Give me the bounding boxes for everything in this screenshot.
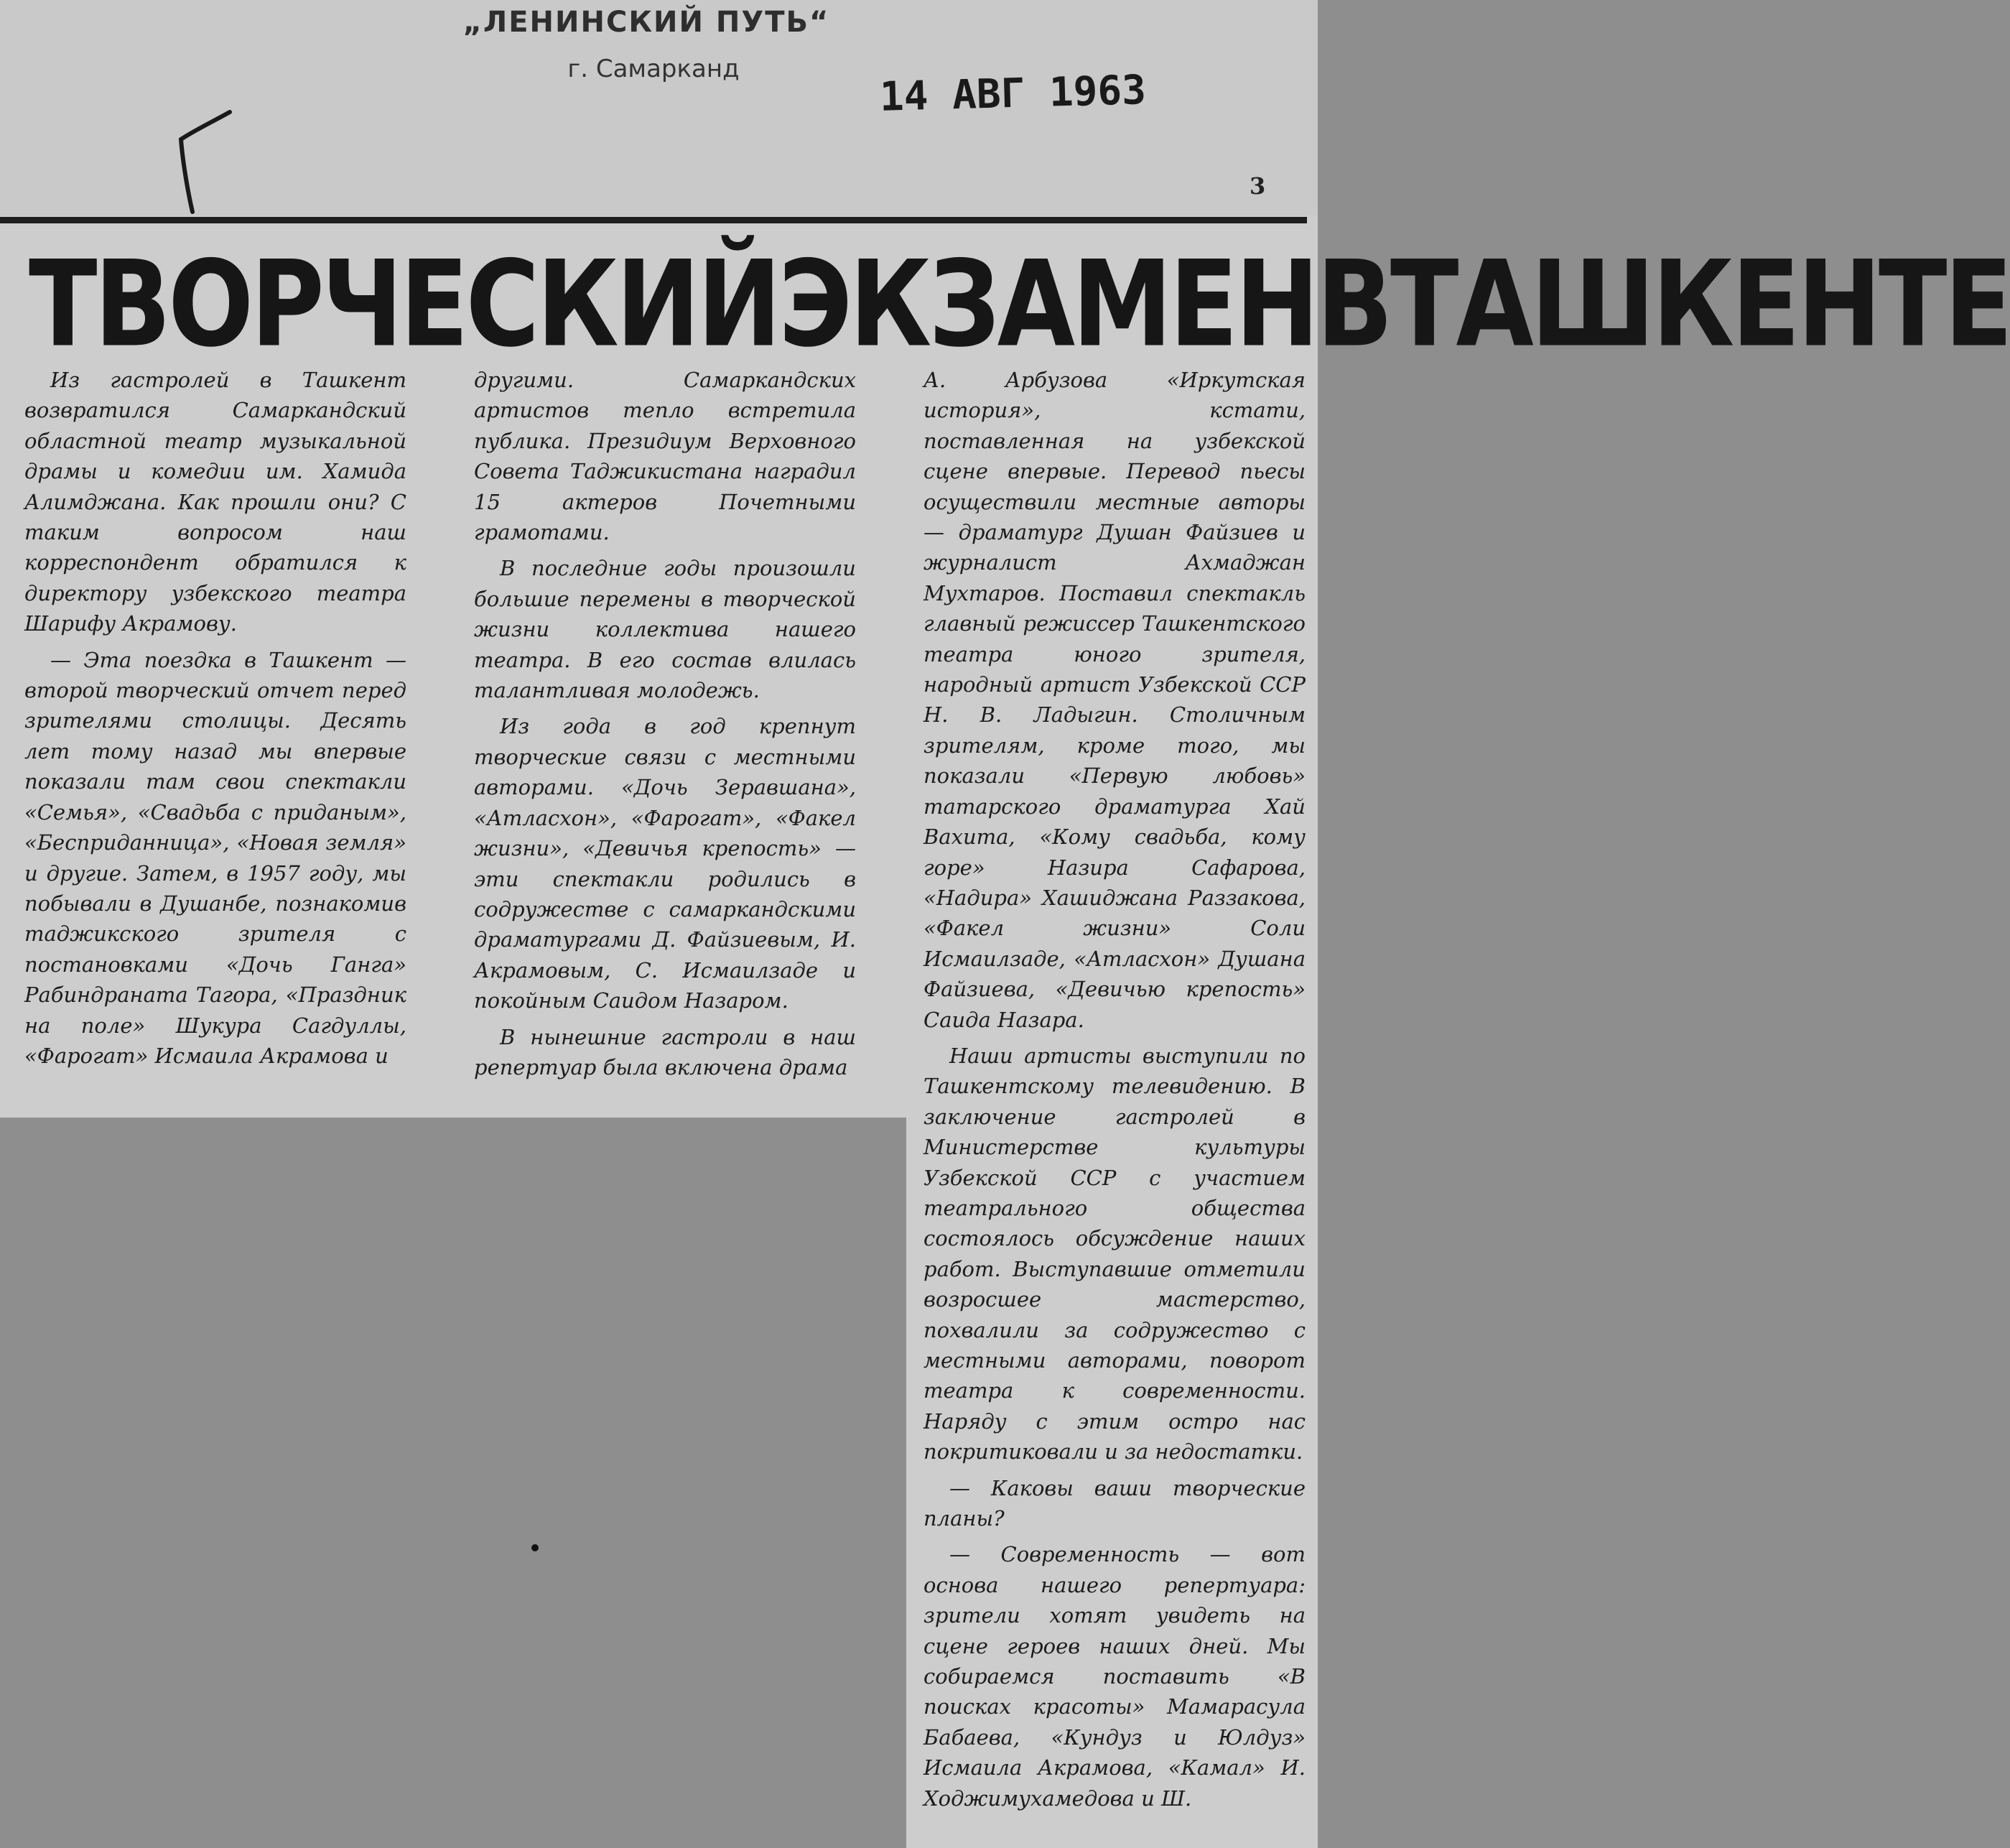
article-paragraph: Наши артисты выступили по Ташкентскому телевидению. В заключение гастролей в Министерстве культуры Узбекской ССР с участием театрального общества состоялось обсуждение наших работ. Выступавшие отметили возросшее мастерство, похвалили за содружество с местными авторами, поворот театра к современности. Наряду с этим остро нас покритиковали и за недостатки. xyxy=(923,1043,1306,1464)
article-paragraph: — Эта поездка в Ташкент — второй творческий отчет перед зрителями столицы. Десять лет тому назад мы впервые показали там свои спектакли «Семья», «Свадьба с приданым», «Бесприданница», «Новая земля» и другие. Затем, в 1957 году, мы побывали в Душанбе, познакомив таджикского зрителя с постановками «Дочь Ганга» Рабиндраната Тагора, «Праздник на поле» Шукура Сагдуллы, «Фарогат» Исмаила Акрамова и xyxy=(24,647,406,1068)
header-rule xyxy=(0,217,1307,223)
headline-word: ТАШКЕНТЕ xyxy=(1390,236,2010,374)
article-column-3 xyxy=(923,365,1306,1814)
date-stamp: 14 АВГ 1963 xyxy=(879,67,1147,121)
page-number: 3 xyxy=(1250,172,1266,200)
article-paragraph: В нынешние гастроли в наш репертуар была включена драма xyxy=(474,1024,856,1079)
newspaper-city: г. Самарканд xyxy=(567,55,740,83)
article-paragraph: Из года в год крепнут творческие связи с местными авторами. «Дочь Зеравшана», «Атласхон», «Фарогат», «Факел жизни», «Девичья крепость» — эти спектакли родились в содружестве с самаркандскими драматургами Д. Файзиевым, И. Акрамовым, С. Исмаилзаде и покойным Саидом Назаром. xyxy=(474,714,856,1013)
article-paragraph: Из гастролей в Ташкент возвратился Самаркандский областной театр музыкальной драмы и комедии им. Хамида Алимджана. Как прошли они? С таким вопросом наш корреспондент обратился к директору узбекского театра Шарифу Акрамову. xyxy=(24,368,406,636)
headline-word: ТВОРЧЕСКИЙ xyxy=(29,236,779,374)
article-headline xyxy=(29,236,2010,374)
article-paragraph: — Современность — вот основа нашего репертуара: зрители хотят увидеть на сцене героев наших дней. Мы собираемся поставить «В поисках красоты» Мамарасула Бабаева, «Кундуз и Юлдуз» Исмаила Акрамова, «Камал» И. Ходжимухамедова и Ш. xyxy=(923,1542,1306,1811)
article-paragraph: В последние годы произошли большие перемены в творческой жизни коллектива нашего театра. В его состав влилась талантливая молодежь. xyxy=(474,556,856,703)
article-column-2 xyxy=(474,365,856,1082)
article-column-1 xyxy=(24,365,406,1071)
headline-word: В xyxy=(1316,236,1390,374)
article-paragraph: — Каковы ваши творческие планы? xyxy=(923,1475,1306,1531)
newspaper-masthead: „ЛЕНИНСКИЙ ПУТЬ“ xyxy=(462,6,830,39)
speck xyxy=(531,1544,539,1551)
article-paragraph: А. Арбузова «Иркутская история», кстати, поставленная на узбекской сцене впервые. Перевод пьесы осуществили местные авторы — драматург Душан Файзиев и журналист Ахмаджан Мухтаров. Поставил спектакль главный режиссер Ташкентского театра юного зрителя, народный артист Узбекской ССР Н. В. Ладыгин. Столичным зрителям, кроме того, мы показали «Первую любовь» татарского драматурга Хай Вахита, «Кому свадьба, кому горе» Назира Сафарова, «Надира» Хашиджана Раззакова, «Факел жизни» Соли Исмаилзаде, «Атласхон» Душана Файзиева, «Девичью крепость» Саида Назара. xyxy=(923,368,1306,1032)
article-paragraph: другими. Самаркандских артистов тепло встретила публика. Президиум Верховного Совета Таджикистана наградил 15 актеров Почетными грамотами. xyxy=(474,368,856,545)
headline-word: ЭКЗАМЕН xyxy=(778,236,1317,374)
pen-mark-icon xyxy=(172,108,237,215)
